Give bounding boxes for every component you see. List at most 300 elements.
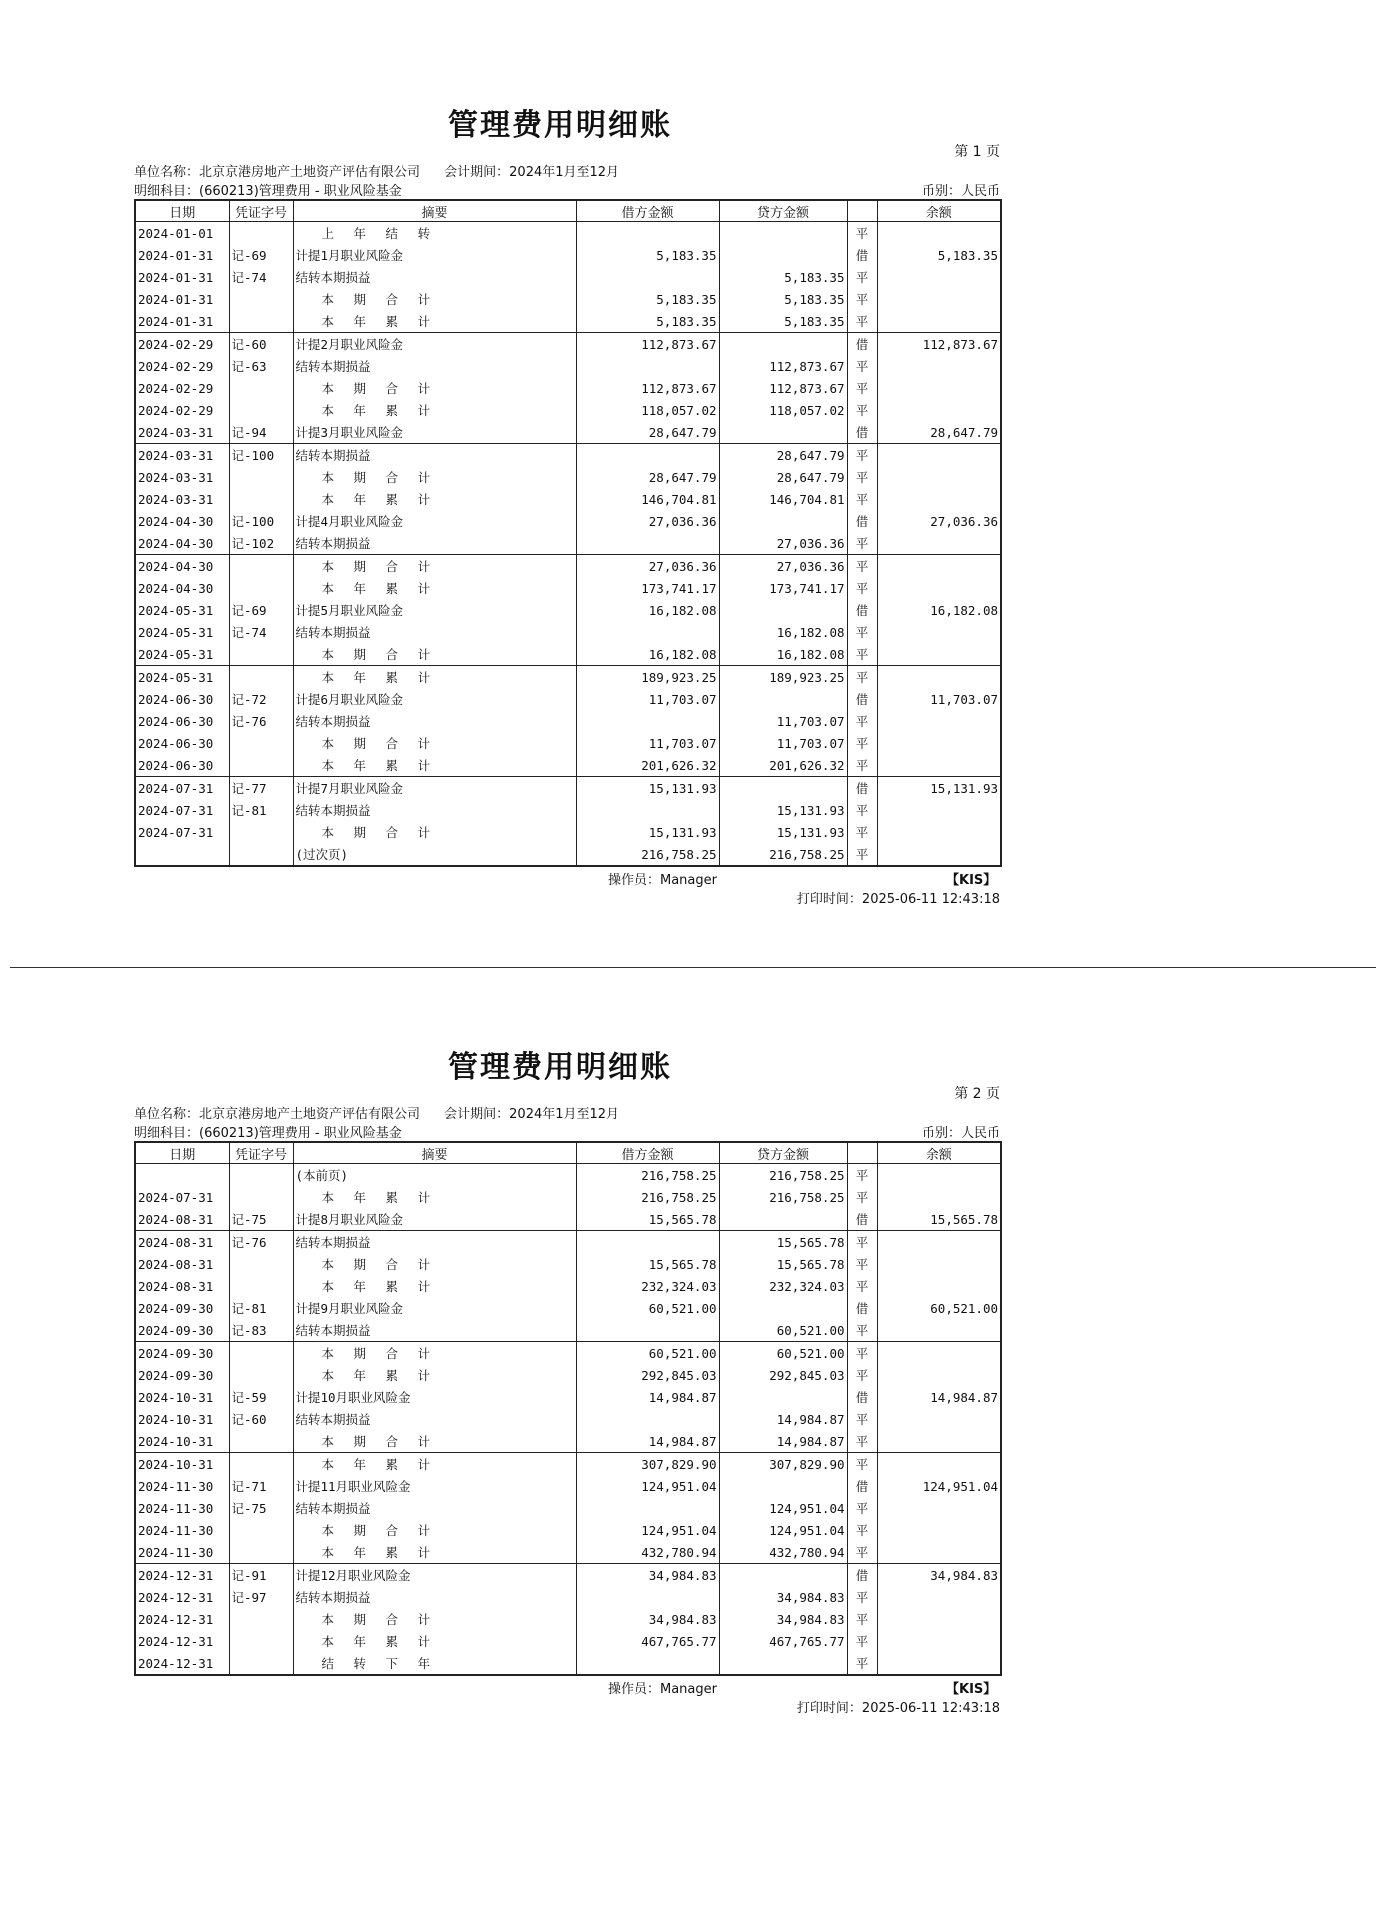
cell-balance: [877, 1253, 1001, 1275]
cell-voucher: [229, 310, 293, 333]
cell-credit: [719, 1475, 847, 1497]
table-row: [135, 222, 1001, 245]
table-row: [135, 1630, 1001, 1652]
cell-direction: 平: [847, 732, 877, 754]
cell-date: 2024-01-31: [135, 244, 229, 266]
cell-summary: 结转本期损益: [293, 266, 576, 288]
cell-balance: [877, 1364, 1001, 1386]
account-subject: 明细科目：(660213)管理费用 - 职业风险基金: [134, 1126, 402, 1141]
cell-voucher: 记-74: [229, 266, 293, 288]
cell-direction: 借: [847, 1208, 877, 1231]
cell-credit: 292,845.03: [719, 1364, 847, 1386]
col-voucher: 凭证字号: [229, 1142, 293, 1164]
cell-balance: [877, 710, 1001, 732]
cell-voucher: [229, 222, 293, 245]
cell-date: 2024-12-31: [135, 1564, 229, 1587]
cell-date: 2024-01-31: [135, 266, 229, 288]
cell-debit: 216,758.25: [576, 1186, 719, 1208]
cell-credit: [719, 1564, 847, 1587]
cell-debit: 34,984.83: [576, 1564, 719, 1587]
cell-balance: [877, 310, 1001, 333]
cell-balance: [877, 1430, 1001, 1453]
cell-direction: 平: [847, 222, 877, 245]
cell-credit: 34,984.83: [719, 1586, 847, 1608]
cell-balance: 124,951.04: [877, 1475, 1001, 1497]
cell-date: 2024-10-31: [135, 1430, 229, 1453]
cell-credit: 432,780.94: [719, 1541, 847, 1564]
cell-direction: 平: [847, 1364, 877, 1386]
cell-debit: [576, 1231, 719, 1254]
cell-debit: 5,183.35: [576, 288, 719, 310]
cell-debit: 60,521.00: [576, 1297, 719, 1319]
cell-debit: 467,765.77: [576, 1630, 719, 1652]
cell-voucher: [229, 1630, 293, 1652]
cell-summary: 计提4月职业风险金: [293, 510, 576, 532]
header-line-1: [134, 1103, 639, 1122]
cell-direction: 平: [847, 821, 877, 843]
cell-voucher: [229, 1453, 293, 1476]
cell-date: 2024-08-31: [135, 1231, 229, 1254]
page-divider: [10, 967, 1376, 968]
ledger-table: [134, 1141, 1002, 1676]
cell-balance: [877, 799, 1001, 821]
cell-date: 2024-03-31: [135, 444, 229, 467]
col-debit: 借方金额: [576, 200, 719, 222]
cell-credit: 124,951.04: [719, 1519, 847, 1541]
cell-summary: 结转本期损益: [293, 1408, 576, 1430]
cell-credit: 14,984.87: [719, 1408, 847, 1430]
table-row: [135, 288, 1001, 310]
cell-credit: [719, 599, 847, 621]
cell-summary: 本 年 累 计: [293, 754, 576, 777]
cell-debit: 124,951.04: [576, 1475, 719, 1497]
cell-debit: [576, 222, 719, 245]
cell-date: 2024-12-31: [135, 1630, 229, 1652]
cell-voucher: [229, 843, 293, 866]
cell-credit: 27,036.36: [719, 532, 847, 555]
cell-credit: [719, 1386, 847, 1408]
cell-debit: 232,324.03: [576, 1275, 719, 1297]
table-row: [135, 1164, 1001, 1187]
cell-balance: [877, 222, 1001, 245]
cell-direction: 平: [847, 444, 877, 467]
cell-balance: [877, 1408, 1001, 1430]
cell-date: 2024-12-31: [135, 1586, 229, 1608]
cell-summary: 计提3月职业风险金: [293, 421, 576, 444]
cell-summary: 本 年 累 计: [293, 488, 576, 510]
cell-direction: 平: [847, 488, 877, 510]
cell-date: 2024-10-31: [135, 1453, 229, 1476]
cell-direction: 平: [847, 643, 877, 666]
cell-credit: [719, 688, 847, 710]
col-summary: 摘要: [293, 200, 576, 222]
table-row: [135, 399, 1001, 421]
cell-credit: 5,183.35: [719, 310, 847, 333]
col-credit: 贷方金额: [719, 200, 847, 222]
cell-summary: 本 期 合 计: [293, 1342, 576, 1365]
cell-debit: 124,951.04: [576, 1519, 719, 1541]
table-row: [135, 1386, 1001, 1408]
col-voucher: 凭证字号: [229, 200, 293, 222]
table-row: [135, 444, 1001, 467]
cell-date: 2024-09-30: [135, 1297, 229, 1319]
cell-direction: 平: [847, 1630, 877, 1652]
cell-voucher: 记-75: [229, 1208, 293, 1231]
cell-summary: 计提9月职业风险金: [293, 1297, 576, 1319]
table-row: [135, 732, 1001, 754]
cell-credit: 27,036.36: [719, 555, 847, 578]
cell-credit: 28,647.79: [719, 466, 847, 488]
cell-debit: [576, 266, 719, 288]
cell-direction: 平: [847, 377, 877, 399]
cell-balance: [877, 754, 1001, 777]
table-row: [135, 1319, 1001, 1342]
table-row: [135, 510, 1001, 532]
cell-credit: 5,183.35: [719, 288, 847, 310]
cell-balance: [877, 666, 1001, 689]
cell-date: 2024-03-31: [135, 488, 229, 510]
cell-date: 2024-12-31: [135, 1608, 229, 1630]
cell-date: [135, 843, 229, 866]
cell-direction: 借: [847, 510, 877, 532]
cell-balance: 15,565.78: [877, 1208, 1001, 1231]
cell-date: 2024-09-30: [135, 1342, 229, 1365]
cell-credit: 16,182.08: [719, 643, 847, 666]
cell-date: [135, 1164, 229, 1187]
table-row: [135, 421, 1001, 444]
cell-credit: 216,758.25: [719, 843, 847, 866]
cell-summary: 本 期 合 计: [293, 288, 576, 310]
cell-voucher: 记-74: [229, 621, 293, 643]
cell-debit: 189,923.25: [576, 666, 719, 689]
cell-balance: [877, 1630, 1001, 1652]
cell-summary: 本 期 合 计: [293, 377, 576, 399]
table-row: [135, 377, 1001, 399]
cell-voucher: 记-59: [229, 1386, 293, 1408]
cell-debit: 14,984.87: [576, 1430, 719, 1453]
cell-debit: 307,829.90: [576, 1453, 719, 1476]
table-row: [135, 1364, 1001, 1386]
cell-summary: 本 年 累 计: [293, 1275, 576, 1297]
cell-voucher: 记-63: [229, 355, 293, 377]
cell-direction: 平: [847, 466, 877, 488]
cell-credit: 124,951.04: [719, 1497, 847, 1519]
cell-balance: 28,647.79: [877, 421, 1001, 444]
table-row: [135, 1408, 1001, 1430]
cell-date: 2024-07-31: [135, 799, 229, 821]
cell-date: 2024-06-30: [135, 710, 229, 732]
cell-credit: [719, 1652, 847, 1675]
table-row: [135, 799, 1001, 821]
table-row: [135, 1430, 1001, 1453]
cell-direction: 平: [847, 1519, 877, 1541]
table-row: [135, 1586, 1001, 1608]
table-row: [135, 621, 1001, 643]
cell-debit: 173,741.17: [576, 577, 719, 599]
cell-summary: 本 年 累 计: [293, 399, 576, 421]
cell-balance: [877, 377, 1001, 399]
table-row: [135, 1564, 1001, 1587]
accounting-period: 会计期间：2024年1月至12月: [444, 1107, 620, 1122]
cell-debit: 15,131.93: [576, 821, 719, 843]
cell-date: 2024-07-31: [135, 821, 229, 843]
cell-direction: 平: [847, 532, 877, 555]
cell-summary: 计提1月职业风险金: [293, 244, 576, 266]
cell-debit: [576, 799, 719, 821]
cell-summary: 上 年 结 转: [293, 222, 576, 245]
cell-date: 2024-08-31: [135, 1275, 229, 1297]
cell-date: 2024-05-31: [135, 643, 229, 666]
cell-direction: 平: [847, 1497, 877, 1519]
col-balance: 余额: [877, 200, 1001, 222]
cell-voucher: [229, 1186, 293, 1208]
currency: 币别：人民币: [921, 184, 1000, 199]
cell-debit: [576, 355, 719, 377]
cell-debit: 112,873.67: [576, 377, 719, 399]
cell-debit: 15,131.93: [576, 777, 719, 800]
cell-date: 2024-06-30: [135, 688, 229, 710]
cell-voucher: 记-72: [229, 688, 293, 710]
cell-date: 2024-08-31: [135, 1208, 229, 1231]
cell-balance: [877, 444, 1001, 467]
cell-credit: [719, 333, 847, 356]
page-number: 第 1 页: [954, 144, 1000, 160]
cell-direction: 平: [847, 1430, 877, 1453]
cell-summary: 结转本期损益: [293, 1586, 576, 1608]
cell-summary: 计提12月职业风险金: [293, 1564, 576, 1587]
table-row: [135, 1541, 1001, 1564]
cell-date: 2024-12-31: [135, 1652, 229, 1675]
col-debit: 借方金额: [576, 1142, 719, 1164]
cell-direction: 借: [847, 688, 877, 710]
cell-debit: [576, 1586, 719, 1608]
cell-date: 2024-05-31: [135, 666, 229, 689]
cell-voucher: 记-83: [229, 1319, 293, 1342]
ledger-table: [134, 199, 1002, 867]
cell-credit: [719, 1297, 847, 1319]
cell-voucher: [229, 1541, 293, 1564]
cell-debit: 432,780.94: [576, 1541, 719, 1564]
cell-balance: 11,703.07: [877, 688, 1001, 710]
table-row: [135, 244, 1001, 266]
cell-summary: 结转本期损益: [293, 1319, 576, 1342]
cell-direction: 平: [847, 666, 877, 689]
cell-summary: 本 年 累 计: [293, 1541, 576, 1564]
cell-direction: 平: [847, 1231, 877, 1254]
cell-date: 2024-06-30: [135, 754, 229, 777]
table-row: [135, 577, 1001, 599]
cell-summary: 本 期 合 计: [293, 732, 576, 754]
cell-debit: 34,984.83: [576, 1608, 719, 1630]
cell-summary: 本 期 合 计: [293, 555, 576, 578]
cell-debit: 28,647.79: [576, 466, 719, 488]
cell-balance: [877, 1186, 1001, 1208]
cell-credit: 11,703.07: [719, 732, 847, 754]
cell-balance: [877, 577, 1001, 599]
cell-debit: [576, 1497, 719, 1519]
cell-balance: [877, 266, 1001, 288]
cell-debit: 14,984.87: [576, 1386, 719, 1408]
cell-voucher: 记-91: [229, 1564, 293, 1587]
cell-credit: 15,565.78: [719, 1231, 847, 1254]
cell-date: 2024-11-30: [135, 1541, 229, 1564]
cell-voucher: 记-75: [229, 1497, 293, 1519]
cell-date: 2024-04-30: [135, 510, 229, 532]
cell-balance: [877, 1497, 1001, 1519]
cell-credit: 15,131.93: [719, 821, 847, 843]
cell-balance: 34,984.83: [877, 1564, 1001, 1587]
cell-credit: 216,758.25: [719, 1164, 847, 1187]
table-row: [135, 333, 1001, 356]
cell-direction: 平: [847, 843, 877, 866]
cell-voucher: [229, 1342, 293, 1365]
cell-balance: [877, 532, 1001, 555]
cell-voucher: [229, 643, 293, 666]
table-row: [135, 1231, 1001, 1254]
col-balance: 余额: [877, 1142, 1001, 1164]
cell-credit: 189,923.25: [719, 666, 847, 689]
cell-direction: 平: [847, 1652, 877, 1675]
col-direction: [847, 200, 877, 222]
cell-direction: 借: [847, 1475, 877, 1497]
cell-balance: 16,182.08: [877, 599, 1001, 621]
cell-credit: 15,131.93: [719, 799, 847, 821]
cell-date: 2024-07-31: [135, 777, 229, 800]
cell-date: 2024-04-30: [135, 532, 229, 555]
table-row: [135, 1519, 1001, 1541]
cell-summary: 结转本期损益: [293, 710, 576, 732]
cell-balance: [877, 643, 1001, 666]
table-row: [135, 599, 1001, 621]
cell-balance: [877, 621, 1001, 643]
cell-direction: 平: [847, 555, 877, 578]
cell-debit: 11,703.07: [576, 688, 719, 710]
cell-balance: [877, 1275, 1001, 1297]
table-row: [135, 1297, 1001, 1319]
accounting-period: 会计期间：2024年1月至12月: [444, 165, 620, 180]
cell-date: 2024-09-30: [135, 1364, 229, 1386]
table-row: [135, 1275, 1001, 1297]
cell-summary: 结 转 下 年: [293, 1652, 576, 1675]
table-row: [135, 710, 1001, 732]
cell-date: 2024-07-31: [135, 1186, 229, 1208]
cell-credit: 307,829.90: [719, 1453, 847, 1476]
cell-voucher: [229, 488, 293, 510]
cell-voucher: 记-60: [229, 333, 293, 356]
cell-debit: 118,057.02: [576, 399, 719, 421]
cell-summary: 计提2月职业风险金: [293, 333, 576, 356]
currency: 币别：人民币: [921, 1126, 1000, 1141]
kis-mark: 【KIS】: [946, 1682, 997, 1697]
cell-date: 2024-11-30: [135, 1519, 229, 1541]
table-row: [135, 688, 1001, 710]
table-row: [135, 777, 1001, 800]
cell-debit: [576, 1319, 719, 1342]
cell-credit: [719, 421, 847, 444]
cell-date: 2024-10-31: [135, 1408, 229, 1430]
cell-direction: 借: [847, 1564, 877, 1587]
company-name: 单位名称：北京京港房地产土地资产评估有限公司: [134, 1107, 421, 1122]
table-row: [135, 821, 1001, 843]
cell-balance: [877, 1519, 1001, 1541]
cell-credit: [719, 510, 847, 532]
cell-balance: [877, 1319, 1001, 1342]
table-row: [135, 532, 1001, 555]
account-subject: 明细科目：(660213)管理费用 - 职业风险基金: [134, 184, 402, 199]
cell-credit: 14,984.87: [719, 1430, 847, 1453]
cell-debit: 60,521.00: [576, 1342, 719, 1365]
cell-date: 2024-01-31: [135, 310, 229, 333]
cell-credit: [719, 222, 847, 245]
cell-direction: 平: [847, 399, 877, 421]
cell-voucher: [229, 1430, 293, 1453]
table-row: [135, 466, 1001, 488]
cell-debit: [576, 710, 719, 732]
cell-summary: 结转本期损益: [293, 532, 576, 555]
cell-direction: 平: [847, 1453, 877, 1476]
cell-direction: 平: [847, 1586, 877, 1608]
cell-balance: [877, 1608, 1001, 1630]
cell-summary: 本 期 合 计: [293, 1430, 576, 1453]
table-row: [135, 666, 1001, 689]
cell-direction: 平: [847, 799, 877, 821]
cell-voucher: 记-100: [229, 510, 293, 532]
cell-voucher: 记-77: [229, 777, 293, 800]
cell-summary: 计提5月职业风险金: [293, 599, 576, 621]
cell-balance: [877, 355, 1001, 377]
table-row: [135, 1453, 1001, 1476]
cell-credit: 11,703.07: [719, 710, 847, 732]
cell-credit: 16,182.08: [719, 621, 847, 643]
cell-voucher: [229, 1364, 293, 1386]
cell-direction: 平: [847, 1275, 877, 1297]
print-time: 打印时间：2025-06-11 12:43:18: [796, 1701, 1000, 1716]
cell-balance: [877, 843, 1001, 866]
cell-credit: 112,873.67: [719, 377, 847, 399]
cell-debit: [576, 1408, 719, 1430]
kis-mark: 【KIS】: [946, 873, 997, 888]
page-title: 管理费用明细账: [448, 108, 672, 143]
cell-balance: [877, 1586, 1001, 1608]
cell-debit: 11,703.07: [576, 732, 719, 754]
cell-debit: 5,183.35: [576, 244, 719, 266]
cell-summary: 本 年 累 计: [293, 666, 576, 689]
cell-debit: 16,182.08: [576, 599, 719, 621]
cell-credit: 28,647.79: [719, 444, 847, 467]
table-row: [135, 555, 1001, 578]
cell-date: 2024-01-31: [135, 288, 229, 310]
cell-direction: 平: [847, 621, 877, 643]
cell-voucher: [229, 1164, 293, 1187]
company-name: 单位名称：北京京港房地产土地资产评估有限公司: [134, 165, 421, 180]
table-row: [135, 1253, 1001, 1275]
cell-voucher: 记-60: [229, 1408, 293, 1430]
cell-summary: 计提8月职业风险金: [293, 1208, 576, 1231]
cell-balance: [877, 1164, 1001, 1187]
table-row: [135, 754, 1001, 777]
cell-debit: 27,036.36: [576, 510, 719, 532]
cell-voucher: [229, 577, 293, 599]
cell-debit: 15,565.78: [576, 1208, 719, 1231]
cell-balance: [877, 1652, 1001, 1675]
cell-voucher: 记-81: [229, 1297, 293, 1319]
cell-direction: 平: [847, 1608, 877, 1630]
cell-balance: 5,183.35: [877, 244, 1001, 266]
col-date: 日期: [135, 1142, 229, 1164]
cell-summary: 本 期 合 计: [293, 466, 576, 488]
cell-voucher: [229, 821, 293, 843]
cell-credit: 118,057.02: [719, 399, 847, 421]
